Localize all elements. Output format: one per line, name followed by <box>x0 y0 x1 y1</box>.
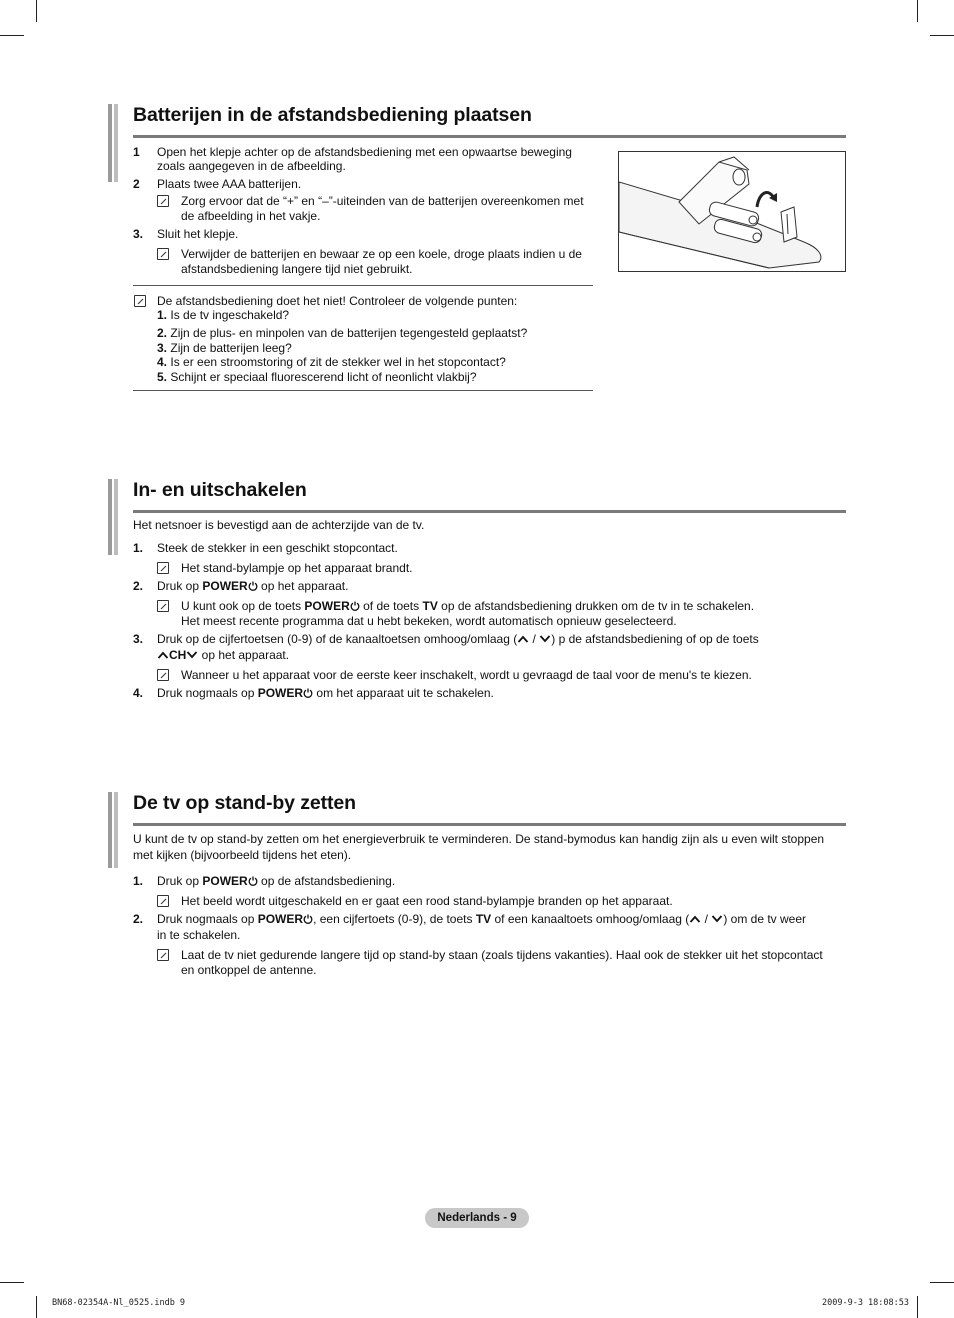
step-text-part: Druk nogmaals op <box>157 912 258 926</box>
check-intro: De afstandsbediening doet het niet! Controleer de volgende punten: <box>157 294 518 308</box>
power-key: POWER <box>202 579 248 593</box>
check-item-number: 5. <box>157 370 168 384</box>
note-icon <box>134 295 146 307</box>
power-key: POWER <box>202 874 248 888</box>
print-timestamp: 2009-9-3 18:08:53 <box>822 1298 909 1308</box>
step-text: Plaats twee AAA batterijen. <box>157 177 302 191</box>
crop-mark <box>917 1296 918 1318</box>
step-number: 1. <box>133 541 144 555</box>
note-icon <box>157 895 169 907</box>
note-text: Zorg ervoor dat de “+” en “–”-uiteinden van de batterijen overeenkomen met <box>181 194 584 208</box>
step-text: Steek de stekker in een geschikt stopcontact. <box>157 541 398 555</box>
note-text: Het beeld wordt uitgeschakeld en er gaat een rood stand-bylampje branden op het apparaat. <box>181 894 673 908</box>
note-icon <box>157 949 169 961</box>
step-text-part: ) om de tv weer <box>723 912 807 926</box>
page-number: Nederlands - 9 <box>425 1208 529 1228</box>
step-number: 2. <box>133 579 144 593</box>
note-text: Laat de tv niet gedurende langere tijd op stand-by staan (zoals tijdens vakanties). Haal ook de stekker uit het stopcontact <box>181 948 823 962</box>
section-intro: Het netsnoer is bevestigd aan de achterzijde van de tv. <box>133 518 425 532</box>
check-item <box>157 341 292 356</box>
note-text: de afbeelding in het vakje. <box>181 209 321 223</box>
chevron-up-icon <box>157 650 169 660</box>
remote-battery-drawing <box>619 152 845 271</box>
check-item-text: Schijnt er speciaal fluorescerend licht of neonlicht vlakbij? <box>170 370 477 384</box>
step-text <box>157 874 395 889</box>
power-key: POWER <box>304 599 350 613</box>
power-icon <box>248 876 258 886</box>
power-icon <box>248 581 258 591</box>
step-text <box>157 912 806 927</box>
check-item-text: Is de tv ingeschakeld? <box>170 308 290 322</box>
power-icon <box>303 688 313 698</box>
step-number: 3. <box>133 227 144 241</box>
crop-mark <box>0 1282 24 1283</box>
crop-mark <box>0 35 24 36</box>
note-text <box>181 599 754 614</box>
section-title: In- en uitschakelen <box>133 479 307 501</box>
print-slug: BN68-02354A-Nl_0525.indb 9 <box>52 1298 186 1308</box>
step-number: 4. <box>133 686 144 700</box>
section-marker <box>108 792 120 868</box>
title-rule <box>133 823 846 826</box>
step-text-part: Druk nogmaals op <box>157 686 258 700</box>
step-text: Open het klepje achter op de afstandsbediening met een opwaartse beweging <box>157 145 572 159</box>
note-icon <box>157 195 169 207</box>
ch-key: CH <box>169 648 187 662</box>
section-marker <box>108 104 120 182</box>
step-text-part: op het apparaat. <box>198 648 290 662</box>
divider <box>133 285 593 286</box>
check-item <box>157 370 477 385</box>
note-icon <box>157 248 169 260</box>
note-text: Verwijder de batterijen en bewaar ze op een koele, droge plaats indien u de <box>181 247 582 261</box>
note-text: en ontkoppel de antenne. <box>181 963 317 977</box>
tv-key: TV <box>422 599 438 613</box>
note-text-part: of de toets <box>359 599 423 613</box>
step-text-part: Druk op <box>157 579 203 593</box>
crop-mark <box>36 1296 37 1318</box>
title-rule <box>133 135 846 138</box>
step-number: 1. <box>133 874 144 888</box>
note-text: Wanneer u het apparaat voor de eerste keer inschakelt, wordt u gevraagd de taal voor de menu's te kiezen. <box>181 668 752 682</box>
check-item-number: 3. <box>157 341 168 355</box>
check-item-number: 1. <box>157 308 168 322</box>
check-item-text: Is er een stroomstoring of zit de stekker wel in het stopcontact? <box>170 355 506 369</box>
step-text-part: / <box>529 632 540 646</box>
step-text <box>157 579 348 594</box>
power-key: POWER <box>257 912 304 926</box>
crop-mark <box>930 35 954 36</box>
chevron-down-icon <box>711 914 723 924</box>
section-title: De tv op stand-by zetten <box>133 792 356 814</box>
battery-illustration <box>618 151 846 272</box>
step-text-part: om het apparaat uit te schakelen. <box>313 686 494 700</box>
note-text-part: op de afstandsbediening drukken om de tv in te schakelen. <box>437 599 755 613</box>
step-text <box>157 686 494 701</box>
power-icon <box>303 914 313 924</box>
section-marker <box>108 479 120 555</box>
note-text: Het stand-bylampje op het apparaat brandt. <box>181 561 413 575</box>
note-icon <box>157 600 169 612</box>
check-item-text: Zijn de batterijen leeg? <box>170 341 292 355</box>
crop-mark <box>930 1282 954 1283</box>
note-icon <box>157 562 169 574</box>
step-text: zoals aangegeven in de afbeelding. <box>157 159 346 173</box>
step-number: 3. <box>133 632 144 646</box>
check-item <box>157 355 506 370</box>
title-rule <box>133 510 846 513</box>
step-text-part: Druk op de cijfertoetsen (0-9) of de kanaaltoetsen omhoog/omlaag ( <box>157 632 518 646</box>
note-text: afstandsbediening langere tijd niet gebruikt. <box>181 262 413 276</box>
chevron-down-icon <box>539 634 551 644</box>
check-item <box>157 326 527 341</box>
section-intro: met kijken (bijvoorbeeld tijdens het eten). <box>133 848 352 862</box>
chevron-up-icon <box>689 914 701 924</box>
crop-mark <box>917 0 918 22</box>
power-icon <box>350 601 360 611</box>
note-text: Het meest recente programma dat u hebt bekeken, wordt automatisch opnieuw geselecteerd. <box>181 614 677 628</box>
step-text-part: , een cijfertoets (0-9), de toets <box>313 912 476 926</box>
step-text: Sluit het klepje. <box>157 227 239 241</box>
step-number: 1 <box>133 145 140 159</box>
step-number: 2. <box>133 912 144 926</box>
chevron-up-icon <box>517 634 529 644</box>
tv-key: TV <box>475 912 492 926</box>
step-number: 2 <box>133 177 140 191</box>
note-text-part: U kunt ook op de toets <box>181 599 305 613</box>
check-item-number: 2. <box>157 326 168 340</box>
step-text <box>157 632 759 647</box>
check-item-number: 4. <box>157 355 168 369</box>
step-text-part: of een kanaaltoets omhoog/omlaag ( <box>491 912 690 926</box>
step-text-part: ) p de afstandsbediening of op de toets <box>551 632 759 646</box>
step-text: in te schakelen. <box>157 928 241 942</box>
check-item-text: Zijn de plus- en minpolen van de batterijen tegengesteld geplaatst? <box>170 326 528 340</box>
chevron-down-icon <box>186 650 198 660</box>
crop-mark <box>36 0 37 22</box>
step-text-part: Druk op <box>157 874 203 888</box>
step-text-part: op het apparaat. <box>257 579 349 593</box>
note-icon <box>157 669 169 681</box>
section-intro: U kunt de tv op stand-by zetten om het energieverbruik te verminderen. De stand-bymodus kan handig zijn als u even wilt stoppen <box>133 832 825 846</box>
section-title: Batterijen in de afstandsbediening plaatsen <box>133 104 532 126</box>
divider <box>133 390 593 391</box>
step-text-part: op de afstandsbediening. <box>257 874 396 888</box>
step-text <box>157 648 289 663</box>
power-key: POWER <box>257 686 304 700</box>
check-item <box>157 308 289 323</box>
step-text-part: / <box>701 912 712 926</box>
